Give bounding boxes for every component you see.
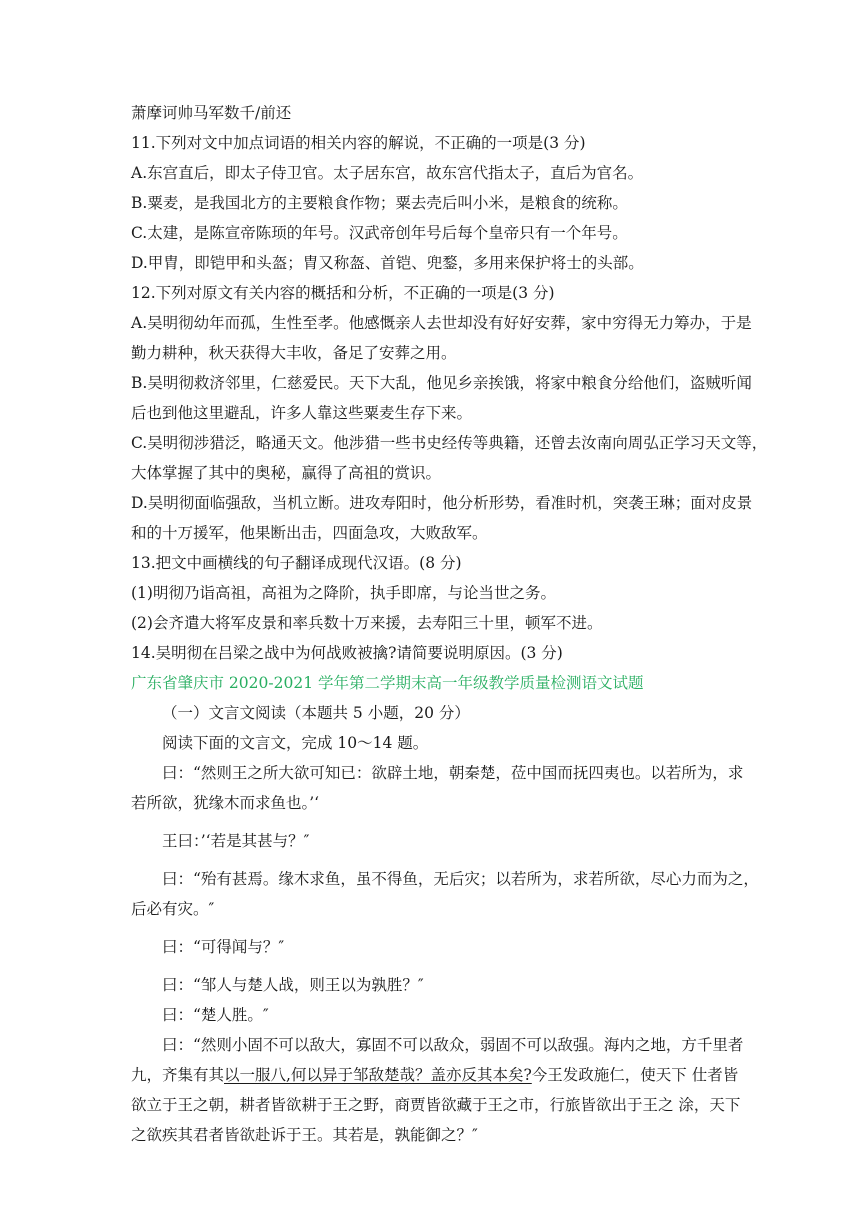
passage-paragraph-3-cont: 后必有灾。″ xyxy=(131,900,215,918)
passage-paragraph-7-cont xyxy=(131,1065,738,1085)
passage-paragraph-6: 曰：“楚人胜。″ xyxy=(162,1006,269,1024)
header-line: 萧摩诃帅马军数千/前还 xyxy=(131,104,292,122)
question-12-option-d-cont: 和的十万援军，他果断出击，四面急攻，大败敌军。 xyxy=(131,524,488,542)
question-12-option-c: C.吴明彻涉猎泛，略通天文。他涉猎一些书史经传等典籍，还曾去汝南向周弘正学习天文等， xyxy=(131,434,768,452)
question-12-stem: 12.下列对原文有关内容的概括和分析，不正确的一项是(3 分) xyxy=(131,284,555,302)
question-13-stem: 13.把文中画横线的句子翻译成现代汉语。(8 分) xyxy=(131,554,462,572)
passage-paragraph-5: 曰：“邹人与楚人战，则王以为孰胜？″ xyxy=(162,976,424,994)
passage-paragraph-2: 王曰：’‘若是其甚与？″ xyxy=(162,832,310,850)
question-12-option-c-cont: 大体掌握了其中的奥秘，赢得了高祖的赏识。 xyxy=(131,464,442,482)
source-title: 广东省肇庆市 2020-2021 学年第二学期末高一年级教学质量检测语文试题 xyxy=(131,674,644,692)
question-14-stem: 14.吴明彻在吕梁之战中为何战败被擒?请简要说明原因。(3 分) xyxy=(131,644,563,662)
question-12-option-b-cont: 后也到他这里避乱，许多人靠这些粟麦生存下来。 xyxy=(131,404,473,422)
section-instruction: 阅读下面的文言文，完成 10～14 题。 xyxy=(162,734,429,752)
passage-paragraph-4: 曰：“可得闻与？″ xyxy=(162,938,285,956)
question-11-option-a: A.东宫直后，即太子侍卫官。太子居东宫，故东宫代指太子，直后为官名。 xyxy=(131,164,644,182)
passage-text: 九，齐集有其 xyxy=(131,1066,225,1084)
question-12-option-a-cont: 勤力耕种，秋天获得大丰收，备足了安葬之用。 xyxy=(131,344,457,362)
section-heading: （一）文言文阅读（本题共 5 小题，20 分） xyxy=(162,704,470,722)
question-13-sentence-2: (2)会齐遣大将军皮景和率兵数十万来援，去寿阳三十里，顿军不进。 xyxy=(131,614,603,632)
passage-paragraph-1: 曰：“然则王之所大欲可知已：欲辟土地，朝秦楚，莅中国而抚四夷也。以若所为，求 xyxy=(162,764,744,782)
question-11-option-b: B.粟麦，是我国北方的主要粮食作物；粟去壳后叫小米，是粮食的统称。 xyxy=(131,194,628,212)
passage-text: 今王发政施仁，使天下 仕者皆 xyxy=(531,1066,739,1084)
passage-paragraph-7-cont: 欲立于王之朝，耕者皆欲耕于王之野，商贾皆欲藏于王之市，行旅皆欲出于王之 涂，天下 xyxy=(131,1096,741,1114)
question-12-option-a: A.吴明彻幼年而孤，生性至孝。他感慨亲人去世却没有好好安葬，家中穷得无力筹办，于是 xyxy=(131,314,752,332)
question-11-option-c: C.太建，是陈宣帝陈顼的年号。汉武帝创年号后每个皇帝只有一个年号。 xyxy=(131,224,628,242)
question-11-stem: 11.下列对文中加点词语的相关内容的解说，不正确的一项是(3 分) xyxy=(131,134,586,152)
question-12-option-b: B.吴明彻救济邻里，仁慈爱民。天下大乱，他见乡亲挨饿，将家中粮食分给他们，盗贼听闻 xyxy=(131,374,752,392)
underlined-sentence: 以一服八,何以异于邹敌楚哉？盖亦反其本矣? xyxy=(224,1066,532,1084)
passage-paragraph-1-cont: 若所欲，犹缘木而求鱼也。’‘ xyxy=(131,794,320,812)
question-11-option-d: D.甲胄，即铠甲和头盔；胄又称盔、首铠、兜鍪，多用来保护将士的头部。 xyxy=(131,254,644,272)
passage-paragraph-7: 曰：“然则小固不可以敌大，寡固不可以敌众，弱固不可以敌强。海内之地，方千里者 xyxy=(162,1036,744,1054)
passage-paragraph-7-cont: 之欲疾其君者皆欲赴诉于王。其若是，孰能御之？″ xyxy=(131,1126,478,1144)
question-13-sentence-1: (1)明彻乃诣高祖，高祖为之降阶，执手即席，与论当世之务。 xyxy=(131,584,556,602)
passage-paragraph-3: 曰：“殆有甚焉。缘木求鱼，虽不得鱼，无后灾；以若所为，求若所欲，尽心力而为之， xyxy=(162,870,759,888)
question-12-option-d: D.吴明彻面临强敌，当机立断。进攻寿阳时，他分析形势，看准时机，突袭王琳；面对皮景 xyxy=(131,494,753,512)
